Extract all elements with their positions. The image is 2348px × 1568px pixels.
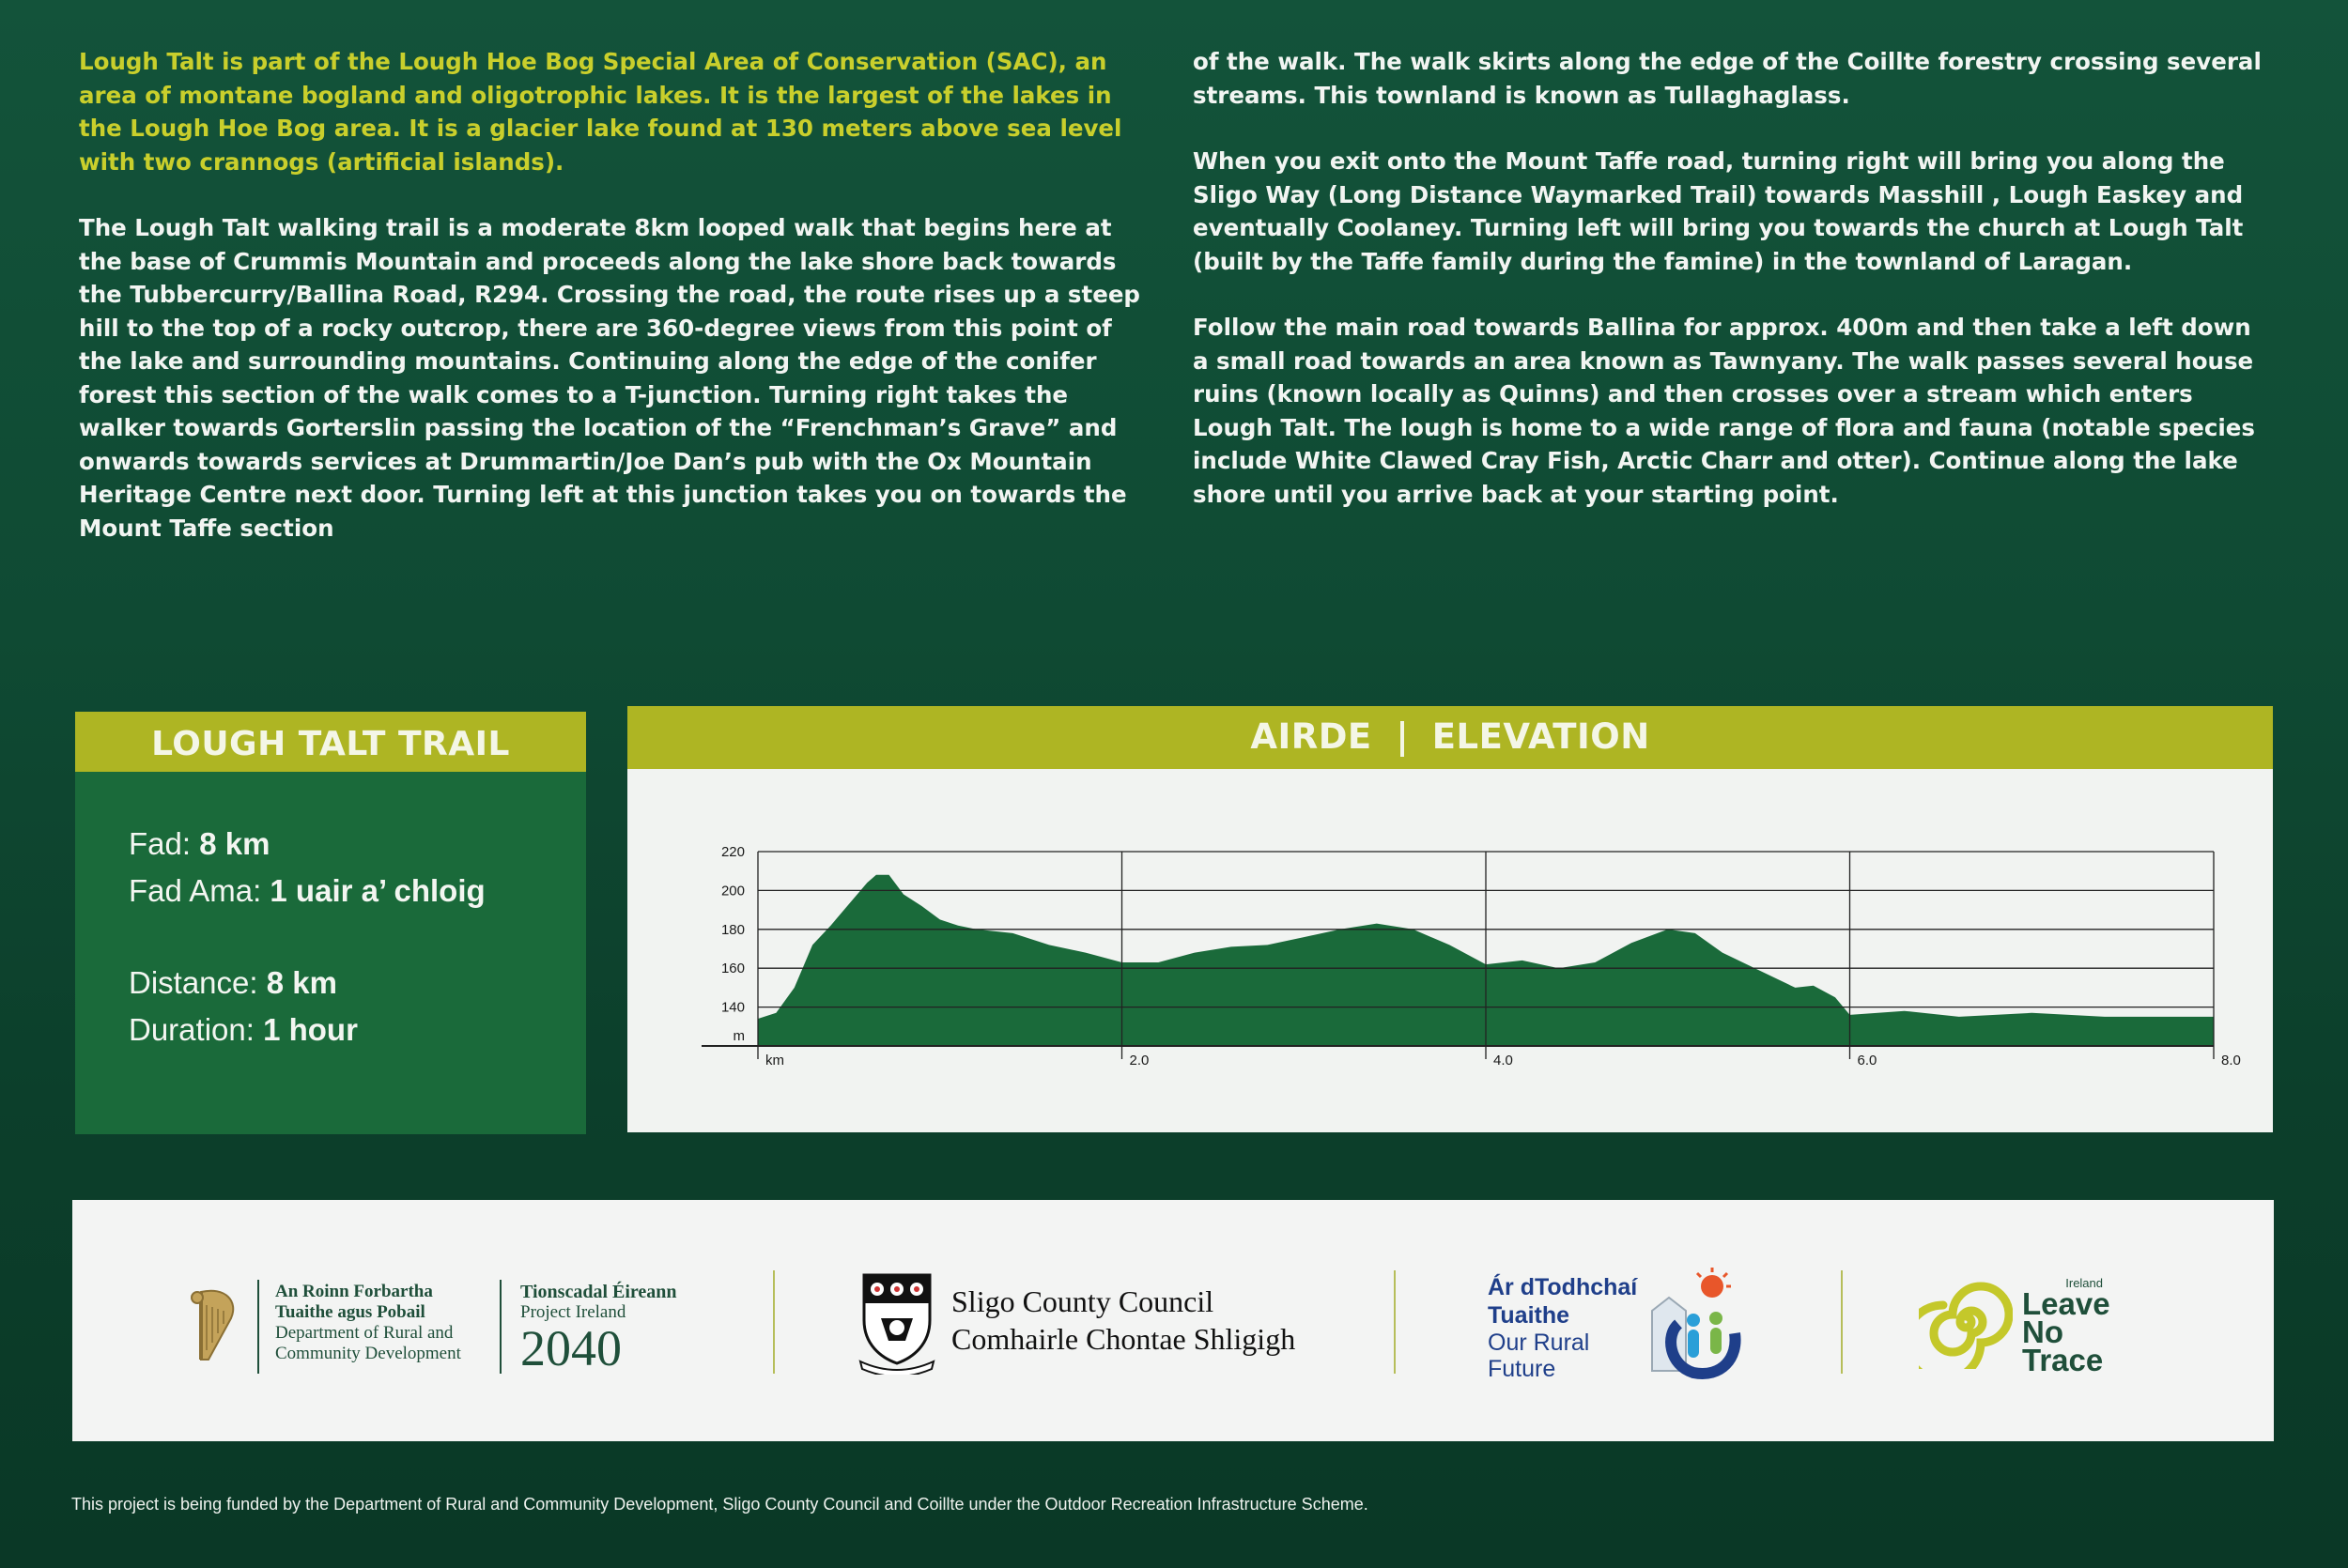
lnt-trace: Trace [2022,1343,2104,1377]
trail-title: LOUGH TALT TRAIL [75,712,586,772]
fad-ama-label: Fad Ama: [129,873,262,908]
trail-info-box [75,712,586,1134]
intro-paragraph: Lough Talt is part of the Lough Hoe Bog Special Area of Conservation (SAC), an area of montane bogland and oligotrophic lakes. It is the largest of the lakes in the Lough Hoe Bog area. It is a glacier lake found at 130 meters above sea level with two crannogs (artificial islands). [79,48,1122,176]
lnt-leave: Leave [2022,1286,2110,1321]
fad-value: 8 km [199,826,270,861]
sligo-council-ga: Comhairle Chontae Shligigh [951,1322,1296,1356]
rural-future-ga-2: Tuaithe [1488,1302,1570,1329]
pi-line1: Tionscadal Éireann [520,1282,677,1302]
duration-label: Duration: [129,1012,255,1047]
distance-value: 8 km [266,965,337,1000]
sligo-council-logo [951,1283,1295,1358]
dept-name-ga-2: Tuaithe agus Pobail [275,1302,425,1322]
distance-label: Distance: [129,965,258,1000]
fad-ama-value: 1 uair a’ chloig [270,873,486,908]
duration-irish [129,873,486,909]
rural-future-en-1: Our Rural [1488,1330,1590,1356]
mount-taffe-paragraph: When you exit onto the Mount Taffe road, turning right will bring you along the Sligo Way (Long Distance Waymarked Trail) towards Masshill , Lough Easkey and eventually Coolaney. Turning left will bring you towards the church at Lough Talt (built by the Taffe family during the famine) in the townland of Laragan. [1193,147,2244,275]
y-tick-label: 160 [720,961,745,977]
x-tick-label: 4.0 [1493,1053,1513,1068]
main-road-paragraph: Follow the main road towards Ballina for approx. 400m and then take a left down a small road towards an area known as Tawnyany. The walk passes several house ruins (known locally as Quinns) and then crosses over a stream which enters Lough Talt. The lough is home to a wide range of flora and fauna (notable species include White Clawed Cray Fish, Arctic Charr and otter). Continue along the lake shore until you arrive back at your starting point. [1193,314,2255,508]
walk-continuation-paragraph: of the walk. The walk skirts along the edge of the Coillte forestry crossing several streams. This townland is known as Tullaghaglass. [1193,48,2262,109]
logo-divider-2 [1394,1270,1396,1374]
sponsor-logos [72,1200,2274,1441]
distance [129,965,337,1001]
trail-description-paragraph: The Lough Talt walking trail is a moderate 8km looped walk that begins here at the base of Crummis Mountain and proceeds along the lake shore back towards the Tubbercurry/Ballina Road, R294. Crossing the road, the route rises up a steep hill to the top of a rocky outcrop, there are 360-degree views from this point of the lake and surrounding mountains. Continuing along the edge of the conifer forest this section of the walk comes to a T-junction. Turning right takes the walker towards Gorterslin passing the location of the “Frenchman’s Grave” and onwards towards services at Drummartin/Joe Dan’s pub with the Ox Mountain Heritage Centre next door. Turning left at this junction takes you on towards the Mount Taffe section [79,214,1140,542]
rural-future-ga-1: Ár dTodhchaí [1488,1274,1638,1300]
x-unit-label: km [765,1053,784,1068]
leave-no-trace-logo [2022,1277,2110,1375]
duration [129,1012,358,1048]
x-tick-label: 6.0 [1857,1053,1877,1068]
dept-divider [257,1280,259,1374]
harp-icon [188,1286,240,1365]
info-text-left [79,45,1150,577]
x-tick-label: 2.0 [1129,1053,1150,1068]
dept-name-en-2: Community Development [275,1344,461,1363]
dept-name-ga-1: An Roinn Forbartha [275,1282,433,1301]
elevation-title [627,706,2273,769]
dept-name-en-1: Department of Rural and [275,1323,454,1343]
info-text-right [1193,45,2268,544]
pi-year: 2040 [520,1320,622,1376]
y-unit-label: m [733,1028,745,1044]
lnt-ireland: Ireland [2065,1276,2103,1290]
y-tick-label: 220 [720,844,745,860]
y-tick-label: 140 [720,999,745,1016]
elevation-title-english: ELEVATION [1431,716,1650,757]
pi-line2: Project Ireland [520,1302,626,1322]
dept-rural-logo [275,1282,461,1364]
elevation-chart [627,769,2273,1132]
length-irish [129,826,270,862]
y-tick-label: 200 [720,883,745,899]
elevation-title-irish: AIRDE [1250,716,1372,757]
rural-future-en-2: Future [1488,1356,1556,1382]
elevation-panel [627,706,2273,1132]
lnt-no: No [2022,1314,2063,1349]
x-tick-label: 8.0 [2221,1053,2241,1068]
logo-divider-1 [773,1270,775,1374]
project-ireland-logo [520,1282,677,1374]
y-tick-label: 180 [720,921,745,938]
funding-footnote: This project is being funded by the Department of Rural and Community Development, Sligo County Council and Coillte under the Outdoor Recreation Infrastructure Scheme. [71,1495,1368,1514]
fad-label: Fad: [129,826,192,861]
rural-future-logo [1488,1273,1637,1382]
sligo-council-en: Sligo County Council [951,1284,1214,1318]
pi-divider [500,1280,502,1374]
rural-people-icon [1637,1268,1742,1384]
logo-divider-3 [1841,1270,1843,1374]
sligo-crest-icon [857,1271,937,1375]
duration-value: 1 hour [263,1012,358,1047]
leave-no-trace-swirl-icon [1919,1275,2013,1369]
title-divider [1400,721,1404,757]
